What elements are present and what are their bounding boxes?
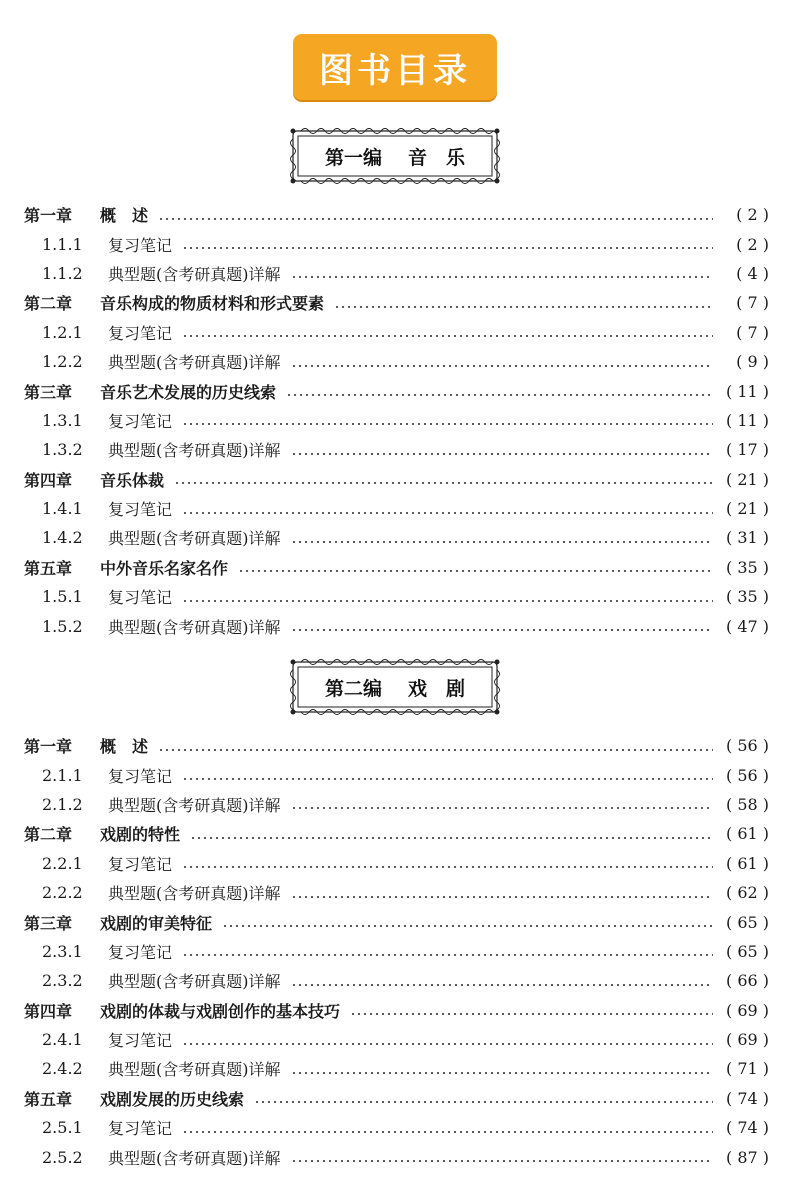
toc-section-row[interactable] (24, 229, 769, 258)
section-title: 典型题(含考研真题)详解 (108, 353, 281, 373)
page-number: ( 21 ) (725, 499, 769, 519)
dot-leader (182, 600, 713, 602)
page-number: ( 61 ) (725, 853, 769, 873)
section-title: 复习笔记 (108, 766, 173, 786)
toc-section-row[interactable] (24, 582, 769, 611)
page-number: ( 7 ) (736, 322, 769, 342)
toc-section-row[interactable] (24, 347, 769, 376)
page-number: ( 9 ) (736, 352, 769, 372)
chapter-number: 第一章 (24, 206, 73, 226)
page-number: ( 17 ) (725, 440, 769, 460)
toc-chapter-row[interactable] (24, 996, 769, 1025)
toc-chapter-row[interactable] (24, 376, 769, 405)
page-number: ( 47 ) (725, 616, 769, 636)
toc-section-row[interactable] (24, 790, 769, 819)
part-name: 音 乐 (408, 146, 466, 169)
page-number: ( 56 ) (725, 765, 769, 785)
section-number: 2.3.2 (42, 971, 83, 991)
page-number: ( 35 ) (725, 557, 769, 577)
page-number: ( 31 ) (725, 528, 769, 548)
section-number: 2.3.1 (42, 941, 83, 961)
section-title: 复习笔记 (108, 854, 173, 874)
chapter-number: 第一章 (24, 737, 73, 757)
section-number: 1.3.1 (42, 410, 83, 430)
dot-leader (174, 482, 713, 484)
section-title: 典型题(含考研真题)详解 (108, 441, 281, 461)
page-number: ( 74 ) (725, 1118, 769, 1138)
toc-chapter-row[interactable] (24, 288, 769, 317)
section-number: 1.4.1 (42, 499, 83, 519)
chapter-title: 戏剧的特性 (100, 825, 181, 845)
section-title: 复习笔记 (108, 323, 173, 343)
section-title: 复习笔记 (108, 235, 173, 255)
chapter-title: 中外音乐名家名作 (100, 558, 229, 578)
dot-leader (158, 218, 713, 220)
toc-section-row[interactable] (24, 878, 769, 907)
dot-leader (182, 247, 713, 249)
chapter-title: 戏剧发展的历史线索 (100, 1089, 245, 1109)
section-number: 2.5.2 (42, 1147, 83, 1167)
section-number: 1.1.1 (42, 234, 83, 254)
dot-leader (254, 1101, 713, 1103)
chapter-title: 概 述 (100, 737, 149, 757)
part-number: 第一编 (324, 146, 382, 169)
page-number: ( 61 ) (725, 824, 769, 844)
page-number: ( 4 ) (736, 263, 769, 283)
dot-leader (291, 1160, 714, 1162)
dot-leader (286, 394, 713, 396)
page-number: ( 2 ) (736, 205, 769, 225)
toc-section-row[interactable] (24, 259, 769, 288)
toc-chapter-row[interactable] (24, 553, 769, 582)
page-number: ( 66 ) (725, 971, 769, 991)
page-number: ( 71 ) (725, 1059, 769, 1079)
page-number: ( 11 ) (725, 381, 769, 401)
toc-section-row[interactable] (24, 1142, 769, 1171)
dot-leader (334, 306, 713, 308)
part-number: 第二编 (324, 677, 382, 700)
dot-leader (238, 570, 713, 572)
section-title: 典型题(含考研真题)详解 (108, 1148, 281, 1168)
dot-leader (182, 866, 713, 868)
toc-chapter-row[interactable] (24, 200, 769, 229)
dot-leader (291, 365, 714, 367)
section-number: 2.5.1 (42, 1118, 83, 1138)
part-heading-2 (287, 656, 503, 718)
toc-section-row[interactable] (24, 435, 769, 464)
dot-leader (291, 1072, 714, 1074)
dot-leader (291, 276, 714, 278)
section-number: 1.1.2 (42, 263, 83, 283)
section-title: 典型题(含考研真题)详解 (108, 795, 281, 815)
dot-leader (182, 512, 713, 514)
toc-part-1 (24, 200, 769, 641)
section-title: 典型题(含考研真题)详解 (108, 264, 281, 284)
dot-leader (182, 423, 713, 425)
toc-section-row[interactable] (24, 966, 769, 995)
toc-chapter-row[interactable] (24, 1084, 769, 1113)
page-number: ( 65 ) (725, 912, 769, 932)
part-heading-1 (287, 125, 503, 187)
chapter-number: 第五章 (24, 558, 73, 578)
chapter-number: 第四章 (24, 470, 73, 490)
dot-leader (291, 541, 714, 543)
toc-chapter-row[interactable] (24, 907, 769, 936)
page-number: ( 35 ) (725, 587, 769, 607)
section-title: 典型题(含考研真题)详解 (108, 884, 281, 904)
toc-chapter-row[interactable] (24, 819, 769, 848)
page-number: ( 65 ) (725, 941, 769, 961)
chapter-number: 第二章 (24, 825, 73, 845)
page-number: ( 87 ) (725, 1147, 769, 1167)
toc-section-row[interactable] (24, 1113, 769, 1142)
page-number: ( 2 ) (736, 234, 769, 254)
chapter-title: 音乐艺术发展的历史线索 (100, 382, 277, 402)
page-number: ( 69 ) (725, 1030, 769, 1050)
chapter-title: 戏剧的审美特征 (100, 913, 213, 933)
dot-leader (158, 749, 713, 751)
section-number: 1.5.2 (42, 616, 83, 636)
page-number: ( 69 ) (725, 1000, 769, 1020)
section-number: 1.2.2 (42, 352, 83, 372)
toc-section-row[interactable] (24, 611, 769, 640)
section-number: 1.2.1 (42, 322, 83, 342)
section-number: 2.1.1 (42, 765, 83, 785)
dot-leader (291, 629, 714, 631)
section-title: 典型题(含考研真题)详解 (108, 617, 281, 637)
chapter-number: 第三章 (24, 382, 73, 402)
chapter-title: 音乐体裁 (100, 470, 165, 490)
section-number: 2.4.2 (42, 1059, 83, 1079)
toc-section-row[interactable] (24, 1054, 769, 1083)
section-title: 复习笔记 (108, 1031, 173, 1051)
dot-leader (350, 1013, 713, 1015)
section-number: 2.2.2 (42, 883, 83, 903)
section-number: 2.2.1 (42, 853, 83, 873)
chapter-number: 第二章 (24, 294, 73, 314)
section-number: 1.5.1 (42, 587, 83, 607)
section-number: 1.3.2 (42, 440, 83, 460)
toc-part-2 (24, 731, 769, 1172)
toc-section-row[interactable] (24, 849, 769, 878)
section-title: 典型题(含考研真题)详解 (108, 972, 281, 992)
toc-chapter-row[interactable] (24, 731, 769, 760)
part-title (287, 125, 503, 187)
toc-section-row[interactable] (24, 494, 769, 523)
chapter-title: 戏剧的体裁与戏剧创作的基本技巧 (100, 1001, 341, 1021)
dot-leader (291, 453, 714, 455)
section-number: 2.1.2 (42, 794, 83, 814)
toc-chapter-row[interactable] (24, 465, 769, 494)
toc-section-row[interactable] (24, 760, 769, 789)
dot-leader (182, 335, 713, 337)
section-title: 典型题(含考研真题)详解 (108, 529, 281, 549)
chapter-title: 概 述 (100, 206, 149, 226)
toc-section-row[interactable] (24, 523, 769, 552)
toc-section-row[interactable] (24, 406, 769, 435)
page-number: ( 21 ) (725, 469, 769, 489)
chapter-number: 第四章 (24, 1001, 73, 1021)
part-title (287, 656, 503, 718)
dot-leader (182, 1131, 713, 1133)
section-number: 2.4.1 (42, 1030, 83, 1050)
page-number: ( 74 ) (725, 1088, 769, 1108)
section-title: 复习笔记 (108, 1119, 173, 1139)
dot-leader (182, 954, 713, 956)
chapter-number: 第三章 (24, 913, 73, 933)
chapter-number: 第五章 (24, 1089, 73, 1109)
dot-leader (190, 837, 713, 839)
page-number: ( 58 ) (725, 794, 769, 814)
page-number: ( 7 ) (736, 293, 769, 313)
section-title: 典型题(含考研真题)详解 (108, 1060, 281, 1080)
dot-leader (291, 807, 714, 809)
title-banner (293, 34, 497, 100)
dot-leader (291, 896, 714, 898)
page-number: ( 56 ) (725, 736, 769, 756)
toc-section-row[interactable] (24, 937, 769, 966)
part-name: 戏 剧 (408, 677, 466, 700)
toc-section-row[interactable] (24, 1025, 769, 1054)
page-title: 图书目录 (319, 50, 471, 91)
chapter-title: 音乐构成的物质材料和形式要素 (100, 294, 325, 314)
dot-leader (182, 1043, 713, 1045)
dot-leader (291, 984, 714, 986)
dot-leader (182, 778, 713, 780)
section-title: 复习笔记 (108, 942, 173, 962)
toc-section-row[interactable] (24, 318, 769, 347)
dot-leader (222, 925, 713, 927)
page-number: ( 62 ) (725, 883, 769, 903)
section-number: 1.4.2 (42, 528, 83, 548)
page-number: ( 11 ) (725, 410, 769, 430)
section-title: 复习笔记 (108, 588, 173, 608)
section-title: 复习笔记 (108, 500, 173, 520)
section-title: 复习笔记 (108, 411, 173, 431)
